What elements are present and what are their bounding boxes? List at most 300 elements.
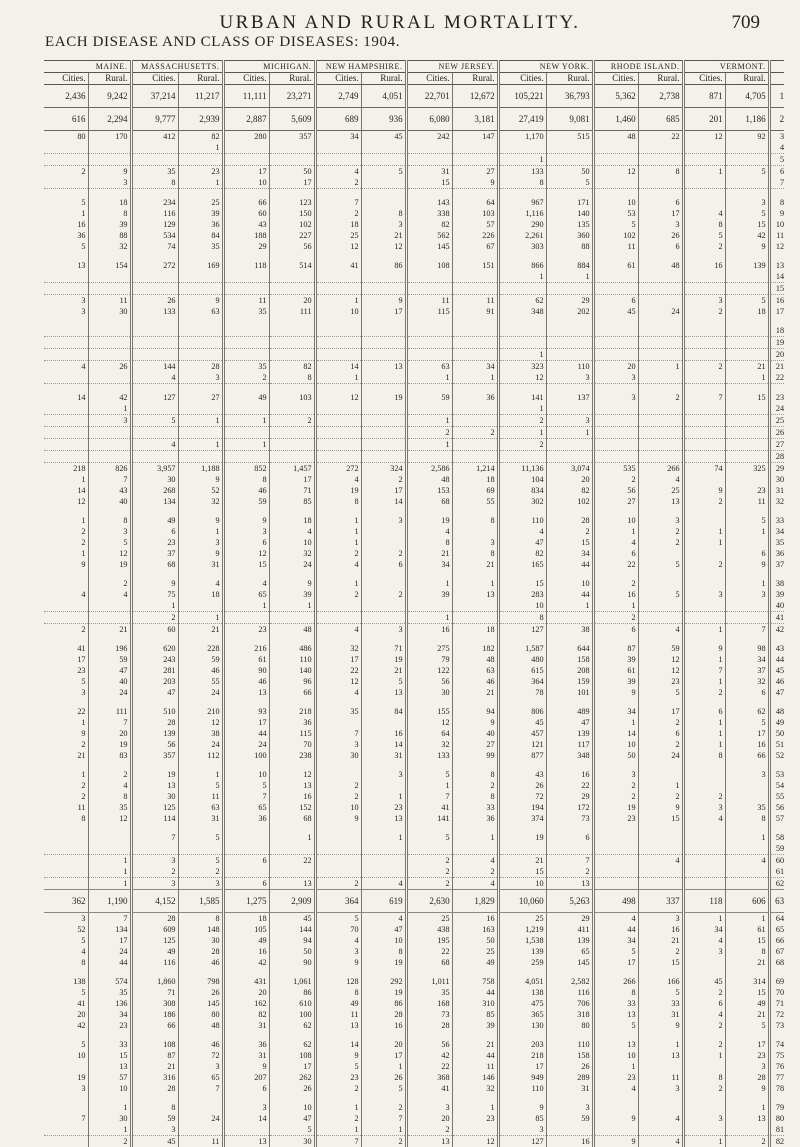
line-number-subheader	[769, 73, 784, 85]
line-number: 57	[769, 813, 784, 824]
table-cell	[683, 578, 725, 589]
table-cell: 80	[546, 1020, 593, 1031]
table-cell: 2	[593, 474, 638, 485]
table-cell	[361, 717, 406, 728]
table-cell: 514	[269, 260, 315, 271]
table-cell: 2	[361, 589, 406, 600]
table-row	[44, 750, 784, 761]
table-cell	[223, 154, 269, 166]
table-cell: 2	[683, 687, 725, 698]
table-cell	[44, 866, 88, 878]
table-cell: 8	[44, 813, 88, 824]
rural-subheader: Rural.	[361, 73, 406, 85]
table-cell: 49	[725, 998, 769, 1009]
table-cell: 1	[498, 154, 546, 166]
table-cell: 238	[269, 750, 315, 761]
table-cell: 29	[546, 913, 593, 925]
table-cell: 5	[269, 1124, 315, 1136]
spacer-cell	[769, 570, 784, 578]
spacer-cell	[223, 1094, 269, 1102]
spacer-cell	[593, 384, 638, 393]
table-cell: 23	[44, 665, 88, 676]
table-cell: 16	[361, 728, 406, 739]
table-cell: 141	[406, 813, 452, 824]
line-number: 74	[769, 1039, 784, 1050]
spacer-cell	[593, 252, 638, 260]
spacer-cell	[361, 824, 406, 832]
table-cell	[269, 451, 315, 463]
line-number: 59	[769, 843, 784, 855]
spacer-cell	[725, 968, 769, 976]
table-cell: 18	[223, 913, 269, 925]
table-cell: 3	[361, 624, 406, 636]
table-cell: 364	[315, 890, 361, 913]
spacer-cell	[638, 189, 683, 198]
table-cell: 2,909	[269, 890, 315, 913]
table-cell	[498, 451, 546, 463]
table-cell: 3	[546, 1102, 593, 1113]
table-cell: 23	[361, 802, 406, 813]
table-cell: 2	[593, 612, 638, 624]
table-cell: 5	[44, 935, 88, 946]
table-cell	[315, 843, 361, 855]
table-cell: 36	[223, 1039, 269, 1050]
table-cell: 1	[44, 515, 88, 526]
table-cell	[452, 283, 498, 295]
table-cell: 27	[452, 739, 498, 750]
table-cell: 36	[269, 717, 315, 728]
table-cell: 4	[593, 537, 638, 548]
table-cell	[593, 866, 638, 878]
table-cell: 6	[223, 1083, 269, 1094]
table-cell: 25	[178, 197, 223, 208]
table-cell: 8	[88, 791, 131, 802]
table-cell: 105	[223, 924, 269, 935]
rural-subheader: Rural.	[546, 73, 593, 85]
spacer-cell	[683, 317, 725, 325]
table-cell: 122	[406, 665, 452, 676]
spacer-cell	[638, 1031, 683, 1039]
table-cell: 84	[178, 230, 223, 241]
table-cell: 2,749	[315, 85, 361, 108]
table-cell: 16	[638, 924, 683, 935]
table-cell: 281	[131, 665, 178, 676]
table-cell	[683, 415, 725, 427]
table-cell: 515	[546, 131, 593, 143]
table-cell: 44	[593, 924, 638, 935]
table-cell: 68	[406, 496, 452, 507]
table-cell: 133	[131, 306, 178, 317]
table-cell	[683, 548, 725, 559]
table-cell	[638, 832, 683, 843]
table-cell: 11	[725, 496, 769, 507]
table-cell: 9	[725, 241, 769, 252]
table-cell: 108	[131, 1039, 178, 1050]
table-cell: 685	[638, 108, 683, 131]
spacer-cell	[452, 570, 498, 578]
table-cell: 21	[361, 230, 406, 241]
table-cell: 28	[406, 1020, 452, 1031]
table-cell: 2	[315, 208, 361, 219]
table-cell: 66	[223, 197, 269, 208]
spacer-cell	[131, 384, 178, 393]
table-cell: 3	[452, 537, 498, 548]
table-cell: 3	[223, 526, 269, 537]
table-cell: 10,060	[498, 890, 546, 913]
spacer-cell	[178, 507, 223, 515]
table-cell: 2	[683, 1039, 725, 1050]
spacer-cell	[725, 507, 769, 515]
table-cell: 32	[269, 548, 315, 559]
table-cell: 4	[44, 361, 88, 373]
table-cell	[725, 1124, 769, 1136]
table-cell: 6	[593, 548, 638, 559]
line-number: 35	[769, 537, 784, 548]
table-cell: 13	[638, 496, 683, 507]
spacer-cell	[769, 761, 784, 769]
table-cell: 866	[498, 260, 546, 271]
table-cell: 3	[725, 197, 769, 208]
table-cell	[546, 142, 593, 154]
table-cell	[452, 271, 498, 283]
table-cell: 619	[361, 890, 406, 913]
spacer-cell	[269, 698, 315, 706]
table-cell: 1	[546, 427, 593, 439]
table-cell: 13	[131, 780, 178, 791]
spacer-cell	[546, 507, 593, 515]
table-row	[44, 154, 784, 166]
table-cell: 5	[593, 946, 638, 957]
table-cell: 9,242	[88, 85, 131, 108]
table-cell: 12	[315, 392, 361, 403]
table-cell: 15	[725, 987, 769, 998]
table-cell: 17	[269, 1061, 315, 1072]
line-number: 18	[769, 325, 784, 337]
spacer-cell	[88, 570, 131, 578]
table-cell	[223, 1124, 269, 1136]
table-cell: 110	[498, 515, 546, 526]
table-cell: 2	[683, 1083, 725, 1094]
table-cell: 884	[546, 260, 593, 271]
table-cell: 9	[315, 957, 361, 968]
table-cell	[44, 1136, 88, 1147]
table-cell: 111	[88, 706, 131, 717]
spacer-cell	[546, 824, 593, 832]
table-cell: 2	[315, 177, 361, 189]
table-cell: 4	[315, 935, 361, 946]
table-cell: 19	[88, 739, 131, 750]
table-cell: 34	[593, 935, 638, 946]
table-cell	[593, 142, 638, 154]
table-cell: 23	[638, 676, 683, 687]
table-cell: 12	[178, 717, 223, 728]
spacer-cell	[593, 968, 638, 976]
table-cell: 29	[546, 791, 593, 802]
table-cell: 1	[88, 1102, 131, 1113]
table-cell: 4	[131, 439, 178, 451]
table-cell: 37,214	[131, 85, 178, 108]
table-cell	[269, 154, 315, 166]
spacer-cell	[498, 1031, 546, 1039]
table-row	[44, 987, 784, 998]
table-cell: 14	[315, 361, 361, 373]
spacer-cell	[452, 968, 498, 976]
spacer-cell	[223, 317, 269, 325]
spacer-cell	[361, 1031, 406, 1039]
table-cell: 480	[498, 654, 546, 665]
table-cell: 98	[725, 643, 769, 654]
table-cell: 45	[593, 306, 638, 317]
table-cell: 5	[638, 987, 683, 998]
table-cell: 5	[315, 913, 361, 925]
table-cell: 6	[683, 706, 725, 717]
spacer-cell	[406, 968, 452, 976]
table-cell: 1	[593, 600, 638, 612]
table-cell: 30	[131, 474, 178, 485]
table-cell: 20	[406, 1113, 452, 1124]
table-cell: 2	[638, 392, 683, 403]
table-cell: 62	[269, 1020, 315, 1031]
table-cell: 1	[178, 439, 223, 451]
table-cell	[269, 349, 315, 361]
table-cell: 28	[178, 361, 223, 373]
table-cell	[361, 439, 406, 451]
table-cell: 13	[315, 1020, 361, 1031]
table-cell: 10	[593, 1050, 638, 1061]
table-cell: 65	[223, 589, 269, 600]
table-cell: 3	[223, 1102, 269, 1113]
table-row	[44, 1124, 784, 1136]
table-cell: 6,080	[406, 108, 452, 131]
table-cell	[178, 337, 223, 349]
table-cell	[725, 878, 769, 890]
table-cell: 30	[88, 306, 131, 317]
table-cell: 39	[406, 589, 452, 600]
table-cell: 22	[593, 559, 638, 570]
table-cell	[88, 283, 131, 295]
table-cell: 13	[546, 878, 593, 890]
table-cell: 26	[498, 780, 546, 791]
spacer-cell	[638, 1094, 683, 1102]
table-cell: 103	[452, 208, 498, 219]
spacer-cell	[88, 1031, 131, 1039]
table-cell: 2,436	[44, 85, 88, 108]
table-cell: 227	[269, 230, 315, 241]
line-number: 40	[769, 600, 784, 612]
line-number: 54	[769, 780, 784, 791]
table-cell: 23	[223, 624, 269, 636]
table-cell: 35	[88, 987, 131, 998]
table-cell: 5	[44, 1039, 88, 1050]
table-row	[44, 1050, 784, 1061]
table-cell	[88, 154, 131, 166]
table-cell: 80	[178, 1009, 223, 1020]
table-cell	[683, 612, 725, 624]
table-cell: 39	[269, 589, 315, 600]
table-cell: 34	[593, 706, 638, 717]
table-cell	[223, 843, 269, 855]
table-row	[44, 913, 784, 925]
table-cell: 17	[638, 706, 683, 717]
spacer-cell	[638, 635, 683, 643]
table-cell: 16	[44, 219, 88, 230]
table-cell: 16	[683, 260, 725, 271]
table-cell: 194	[498, 802, 546, 813]
table-cell	[725, 612, 769, 624]
table-cell: 574	[88, 976, 131, 987]
spacer-cell	[452, 507, 498, 515]
table-cell: 8	[178, 913, 223, 925]
table-row	[44, 866, 784, 878]
table-cell	[88, 271, 131, 283]
table-cell: 4,051	[498, 976, 546, 987]
table-cell: 272	[315, 463, 361, 475]
table-cell: 118	[683, 890, 725, 913]
table-cell: 1	[223, 415, 269, 427]
table-cell: 6	[131, 526, 178, 537]
table-cell: 24	[178, 687, 223, 698]
table-cell	[683, 878, 725, 890]
table-cell: 59	[178, 654, 223, 665]
spacer-cell	[44, 384, 88, 393]
table-cell: 47	[498, 537, 546, 548]
table-cell: 8	[315, 987, 361, 998]
table-cell: 3	[498, 1124, 546, 1136]
table-cell	[223, 325, 269, 337]
table-cell: 100	[269, 1009, 315, 1020]
table-cell: 11	[452, 1061, 498, 1072]
table-cell: 9	[88, 166, 131, 178]
table-cell: 10	[593, 197, 638, 208]
table-cell: 2	[223, 372, 269, 384]
table-cell	[361, 337, 406, 349]
table-cell: 3	[593, 392, 638, 403]
table-cell	[406, 349, 452, 361]
table-cell: 114	[131, 813, 178, 824]
table-cell: 52	[178, 485, 223, 496]
line-number: 49	[769, 717, 784, 728]
table-cell: 13	[361, 813, 406, 824]
spacer-cell	[546, 761, 593, 769]
table-cell	[725, 349, 769, 361]
table-cell: 35	[131, 166, 178, 178]
table-cell: 154	[88, 260, 131, 271]
table-cell: 22,701	[406, 85, 452, 108]
table-cell: 2	[638, 537, 683, 548]
table-cell	[593, 427, 638, 439]
table-cell: 44	[452, 1050, 498, 1061]
table-cell	[44, 337, 88, 349]
table-cell: 61	[725, 924, 769, 935]
table-cell: 46	[178, 957, 223, 968]
table-row	[44, 791, 784, 802]
table-cell: 10	[269, 537, 315, 548]
table-cell: 1,186	[725, 108, 769, 131]
table-cell	[44, 283, 88, 295]
table-cell: 11	[406, 295, 452, 307]
table-cell: 87	[131, 1050, 178, 1061]
table-cell: 3	[178, 537, 223, 548]
table-cell: 5,609	[269, 108, 315, 131]
table-cell: 1	[683, 913, 725, 925]
table-cell: 289	[546, 1072, 593, 1083]
spacer-cell	[269, 968, 315, 976]
table-cell	[638, 154, 683, 166]
table-cell: 9	[44, 728, 88, 739]
table-cell: 138	[498, 987, 546, 998]
line-number: 22	[769, 372, 784, 384]
table-cell: 10	[498, 878, 546, 890]
table-cell: 75	[131, 589, 178, 600]
table-cell	[44, 1124, 88, 1136]
table-cell: 53	[593, 208, 638, 219]
spacer-cell	[406, 317, 452, 325]
table-cell: 29	[223, 241, 269, 252]
table-cell: 5	[44, 987, 88, 998]
table-cell: 2	[361, 1136, 406, 1147]
table-body	[44, 85, 784, 1147]
spacer-cell	[361, 698, 406, 706]
line-number: 39	[769, 589, 784, 600]
table-cell: 3	[88, 177, 131, 189]
table-cell: 1	[498, 427, 546, 439]
spacer-cell	[178, 824, 223, 832]
table-cell: 59	[406, 392, 452, 403]
table-cell: 36	[178, 219, 223, 230]
table-cell: 110	[546, 1039, 593, 1050]
table-cell: 11	[178, 1136, 223, 1147]
table-cell: 1	[315, 1124, 361, 1136]
table-cell: 11	[178, 791, 223, 802]
table-cell: 35	[223, 306, 269, 317]
table-cell: 1	[406, 612, 452, 624]
spacer-cell	[131, 698, 178, 706]
table-cell: 15	[725, 219, 769, 230]
table-cell	[269, 271, 315, 283]
table-cell: 5	[593, 1020, 638, 1031]
table-row	[44, 600, 784, 612]
table-cell	[44, 612, 88, 624]
table-cell: 12	[683, 131, 725, 143]
table-cell: 2	[593, 791, 638, 802]
table-cell: 1	[269, 600, 315, 612]
table-cell: 2	[683, 361, 725, 373]
table-cell: 86	[361, 998, 406, 1009]
table-cell: 125	[131, 935, 178, 946]
line-number: 53	[769, 769, 784, 780]
table-cell: 3	[683, 1113, 725, 1124]
table-row	[44, 392, 784, 403]
table-cell: 10	[315, 306, 361, 317]
table-cell	[315, 415, 361, 427]
table-cell: 283	[498, 589, 546, 600]
table-cell: 5	[178, 780, 223, 791]
table-cell: 4	[452, 878, 498, 890]
table-cell: 1	[178, 769, 223, 780]
table-cell: 72	[498, 791, 546, 802]
spacer-cell	[315, 824, 361, 832]
table-cell: 15	[638, 813, 683, 824]
table-cell: 34	[546, 548, 593, 559]
spacer-cell	[683, 384, 725, 393]
table-cell	[725, 337, 769, 349]
table-cell	[44, 177, 88, 189]
table-cell: 4	[683, 208, 725, 219]
line-number: 62	[769, 878, 784, 890]
table-cell: 1	[683, 537, 725, 548]
table-cell: 357	[269, 131, 315, 143]
table-cell: 66	[725, 750, 769, 761]
